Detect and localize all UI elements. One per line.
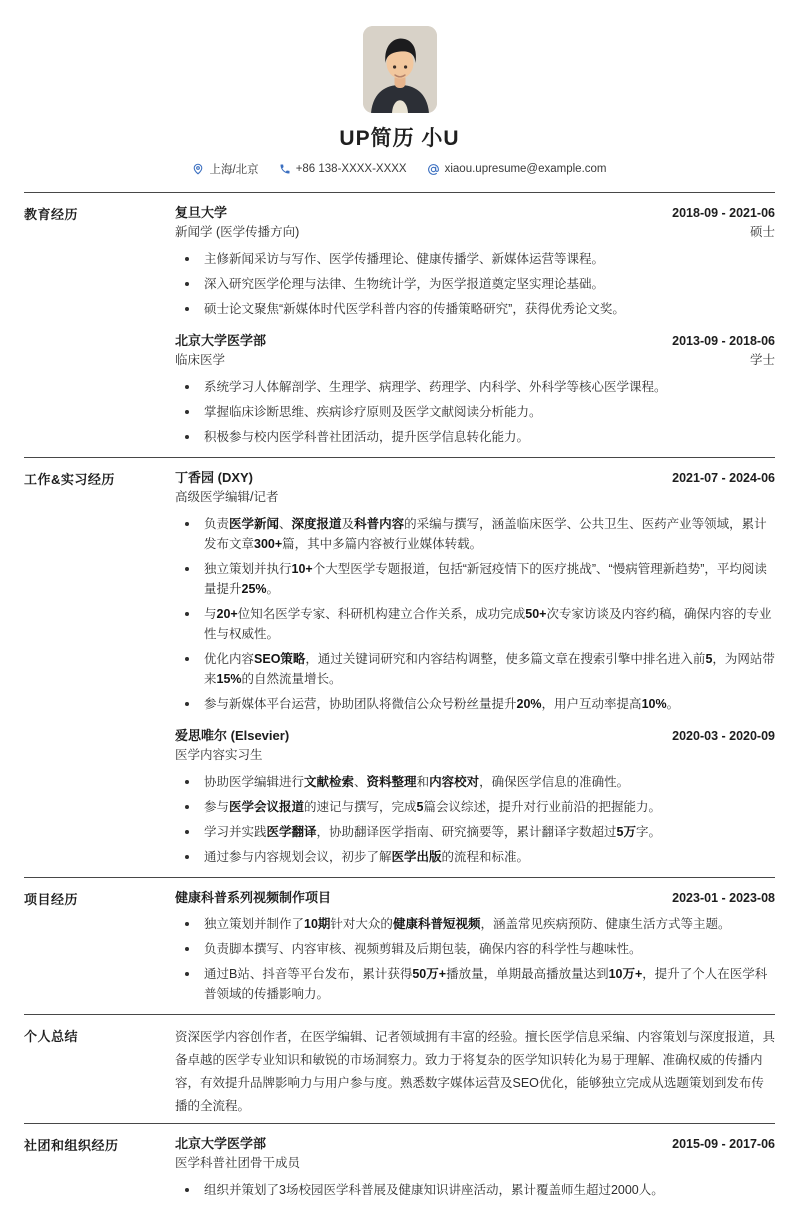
entry <box>175 330 775 447</box>
date-range: 2023-01 - 2023-08 <box>672 891 775 905</box>
contact-location <box>192 161 258 177</box>
contact-location-text: 上海/北京 <box>209 164 259 176</box>
section-body <box>175 886 775 1009</box>
entry <box>175 202 775 319</box>
entry-subheader <box>175 351 775 369</box>
organization-name: 健康科普系列视频制作项目 <box>175 890 332 905</box>
date-range: 2013-09 - 2018-06 <box>672 334 775 348</box>
entry <box>175 467 775 714</box>
role-title: 新闻学 (医学传播方向) <box>175 225 300 239</box>
section-title: 社团和组织经历 <box>24 1138 119 1153</box>
resume-name: UP简历 小U <box>339 127 460 150</box>
email-icon <box>427 163 440 176</box>
summary-paragraph: 资深医学内容创作者，在医学编辑、记者领域拥有丰富的经验。擅长医学信息采编、内容策划与深度报道，具备卓越的医学专业知识和敏锐的市场洞察力。致力于将复杂的医学知识转化为易于理解、准确权威的传播内容，有效提升品牌影响力与用户参与度。熟悉数字媒体运营及SEO优化，能够独立完成从选题策划到发布传播的全流程。 <box>175 1030 776 1113</box>
contact-phone <box>279 163 407 175</box>
entry-subheader <box>175 1154 775 1172</box>
date-range: 2018-09 - 2021-06 <box>672 206 775 220</box>
bullet-item: 组织并策划了3场校园医学科普展及健康知识讲座活动，累计覆盖师生超过2000人。 <box>175 1180 775 1200</box>
organization-name: 复旦大学 <box>175 205 228 220</box>
bullet-item: 独立策划并执行10+个大型医学专题报道，包括“新冠疫情下的医疗挑战”、“慢病管理新趋势”，平均阅读量提升25%。 <box>175 559 775 599</box>
bullet-item: 掌握临床诊断思维、疾病诊疗原则及医学文献阅读分析能力。 <box>175 402 775 422</box>
phone-icon <box>279 163 291 175</box>
contact-email-text: xiaou.upresume@example.com <box>444 163 607 175</box>
bullet-list <box>175 772 775 867</box>
contact-phone-text: +86 138-XXXX-XXXX <box>295 163 407 175</box>
entry-subheader <box>175 223 775 241</box>
entry-header <box>175 467 775 486</box>
bullet-item: 学习并实践医学翻译，协助翻译医学指南、研究摘要等，累计翻译字数超过5万字。 <box>175 822 775 842</box>
degree-label: 硕士 <box>749 225 775 239</box>
bullet-item: 积极参与校内医学科普社团活动，提升医学信息转化能力。 <box>175 427 775 447</box>
section-education <box>24 192 775 457</box>
entry-subheader <box>175 488 775 506</box>
bullet-item: 负责医学新闻、深度报道及科普内容的采编与撰写，涵盖临床医学、公共卫生、医药产业等领域，累计发布文章300+篇，其中多篇内容被行业媒体转载。 <box>175 514 775 554</box>
entry-header <box>175 1133 775 1152</box>
section-organizations <box>24 1123 775 1210</box>
entry <box>175 725 775 867</box>
bullet-list <box>175 249 775 319</box>
bullet-item: 硕士论文聚焦“新媒体时代医学科普内容的传播策略研究”，获得优秀论文奖。 <box>175 299 775 319</box>
organization-name: 北京大学医学部 <box>175 1136 267 1151</box>
role-title: 医学内容实习生 <box>175 748 263 762</box>
portrait-photo <box>363 26 437 113</box>
degree-label: 学士 <box>749 353 775 367</box>
bullet-list <box>175 1180 775 1200</box>
bullet-list <box>175 377 775 447</box>
section-title: 工作&实习经历 <box>24 472 115 487</box>
bullet-item: 负责脚本撰写、内容审核、视频剪辑及后期包装，确保内容的科学性与趣味性。 <box>175 939 775 959</box>
bullet-item: 系统学习人体解剖学、生理学、病理学、药理学、内科学、外科学等核心医学课程。 <box>175 377 775 397</box>
bullet-item: 独立策划并制作了10期针对大众的健康科普短视频，涵盖常见疾病预防、健康生活方式等主题。 <box>175 914 775 934</box>
date-range: 2020-03 - 2020-09 <box>672 729 775 743</box>
contact-row <box>24 161 775 177</box>
bullet-item: 通过参与内容规划会议，初步了解医学出版的流程和标准。 <box>175 847 775 867</box>
entry-header <box>175 202 775 221</box>
section-body <box>175 466 775 872</box>
organization-name: 爱思唯尔 (Elsevier) <box>175 728 290 743</box>
bullet-item: 深入研究医学伦理与法律、生物统计学，为医学报道奠定坚实理论基础。 <box>175 274 775 294</box>
bullet-item: 主修新闻采访与写作、医学传播理论、健康传播学、新媒体运营等课程。 <box>175 249 775 269</box>
entry-header <box>175 725 775 744</box>
section-title: 个人总结 <box>24 1029 79 1044</box>
bullet-item: 参与医学会议报道的速记与撰写，完成5篇会议综述，提升对行业前沿的把握能力。 <box>175 797 775 817</box>
role-title: 高级医学编辑/记者 <box>175 490 279 504</box>
date-range: 2015-09 - 2017-06 <box>672 1137 775 1151</box>
location-icon <box>192 163 204 175</box>
date-range: 2021-07 - 2024-06 <box>672 471 775 485</box>
section-body <box>175 1132 775 1205</box>
entry-header <box>175 330 775 349</box>
entry <box>175 887 775 1004</box>
entry-header <box>175 887 775 906</box>
entry <box>175 1133 775 1200</box>
photo-container <box>24 0 775 113</box>
section-title: 教育经历 <box>24 207 79 222</box>
section-body <box>175 201 775 452</box>
organization-name: 北京大学医学部 <box>175 333 267 348</box>
section-body <box>175 1023 775 1118</box>
bullet-item: 通过B站、抖音等平台发布，累计获得50万+播放量，单期最高播放量达到10万+，提升了个人在医学科普领域的传播影响力。 <box>175 964 775 1004</box>
sections-container <box>24 192 775 1210</box>
bullet-item: 优化内容SEO策略，通过关键词研究和内容结构调整，使多篇文章在搜索引擎中排名进入前5，为网站带来15%的自然流量增长。 <box>175 649 775 689</box>
bullet-list <box>175 914 775 1004</box>
role-title: 临床医学 <box>175 353 226 367</box>
organization-name: 丁香园 (DXY) <box>175 470 254 485</box>
portrait-photo-graphic <box>363 26 437 113</box>
section-work <box>24 457 775 877</box>
bullet-item: 与20+位知名医学专家、科研机构建立合作关系，成功完成50+次专家访谈及内容约稿，确保内容的专业性与权威性。 <box>175 604 775 644</box>
entry-subheader <box>175 746 775 764</box>
contact-email <box>427 163 607 176</box>
section-summary <box>24 1014 775 1123</box>
section-title: 项目经历 <box>24 892 79 907</box>
role-title: 医学科普社团骨干成员 <box>175 1156 301 1170</box>
bullet-item: 协助医学编辑进行文献检索、资料整理和内容校对，确保医学信息的准确性。 <box>175 772 775 792</box>
section-projects <box>24 877 775 1014</box>
bullet-item: 参与新媒体平台运营，协助团队将微信公众号粉丝量提升20%，用户互动率提高10%。 <box>175 694 775 714</box>
bullet-list <box>175 514 775 714</box>
